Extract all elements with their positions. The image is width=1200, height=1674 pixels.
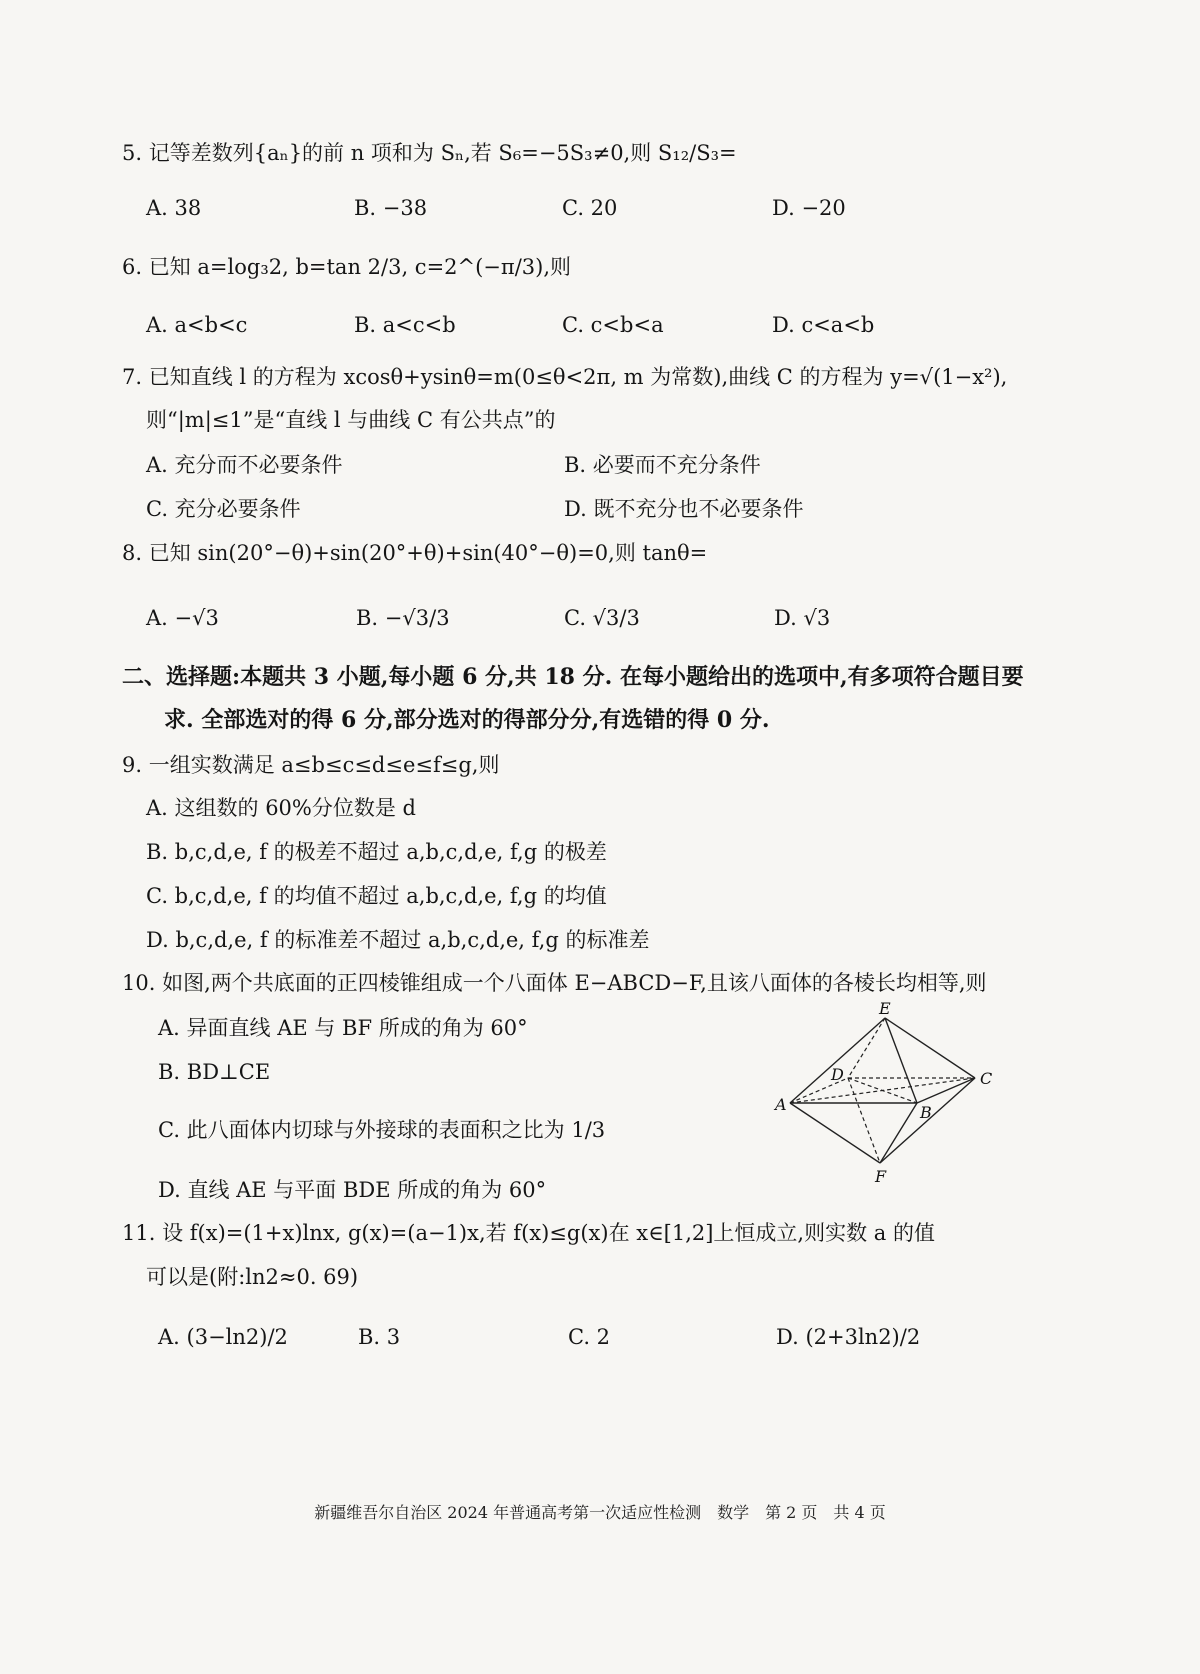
page-footer: 新疆维吾尔自治区 2024 年普通高考第一次适应性检测 数学 第 2 页 共 4 页 bbox=[314, 1503, 886, 1522]
q5-option-d: D. −20 bbox=[772, 196, 846, 220]
edge-ec bbox=[885, 1018, 975, 1078]
q11-option-b: B. 3 bbox=[358, 1325, 401, 1349]
edge-ed bbox=[848, 1018, 885, 1078]
q9-option-d: D. b,c,d,e, f 的标准差不超过 a,b,c,d,e, f,g 的标准差 bbox=[146, 928, 650, 952]
q9-option-a: A. 这组数的 60%分位数是 d bbox=[146, 796, 416, 820]
q11-option-d: D. (2+3ln2)/2 bbox=[776, 1325, 921, 1349]
q5-option-a: A. 38 bbox=[146, 196, 202, 220]
q7-option-b: B. 必要而不充分条件 bbox=[564, 453, 761, 477]
q8-option-c: C. √3/3 bbox=[564, 606, 640, 630]
q6-option-a: A. a<b<c bbox=[146, 313, 248, 337]
section-2-header-line-1: 二、选择题:本题共 3 小题,每小题 6 分,共 18 分. 在每小题给出的选项中,有多项符合题目要 bbox=[122, 664, 1024, 690]
q10-option-c: C. 此八面体内切球与外接球的表面积之比为 1/3 bbox=[158, 1118, 606, 1142]
q5-option-c: C. 20 bbox=[562, 196, 618, 220]
section-2-header-line-2: 求. 全部选对的得 6 分,部分选对的得部分分,有选错的得 0 分. bbox=[164, 707, 770, 733]
label-b: B bbox=[920, 1103, 932, 1122]
label-e: E bbox=[879, 999, 891, 1018]
q11-option-c: C. 2 bbox=[568, 1325, 611, 1349]
q10-option-d: D. 直线 AE 与平面 BDE 所成的角为 60° bbox=[158, 1178, 547, 1202]
q11-option-a: A. (3−ln2)/2 bbox=[158, 1325, 288, 1349]
q6-option-d: D. c<a<b bbox=[772, 313, 875, 337]
q7-option-a: A. 充分而不必要条件 bbox=[146, 453, 343, 477]
q8-option-d: D. √3 bbox=[774, 606, 831, 630]
q6-option-c: C. c<b<a bbox=[562, 313, 664, 337]
q7-option-c: C. 充分必要条件 bbox=[146, 497, 301, 521]
label-d: D bbox=[831, 1065, 844, 1084]
question-10: 10. 如图,两个共底面的正四棱锥组成一个八面体 E−ABCD−F,且该八面体的各棱长均相等,则 bbox=[122, 971, 987, 995]
question-7-line-2: 则“|m|≤1”是“直线 l 与曲线 C 有公共点”的 bbox=[146, 408, 556, 432]
octahedron-figure bbox=[775, 1000, 1005, 1190]
question-6: 6. 已知 a=log₃2, b=tan 2/3, c=2^(−π/3),则 bbox=[122, 255, 572, 279]
q8-option-b: B. −√3/3 bbox=[356, 606, 450, 630]
edge-eb bbox=[885, 1018, 917, 1103]
question-5: 5. 记等差数列{aₙ}的前 n 项和为 Sₙ,若 S₆=−5S₃≠0,则 S₁₂/S₃= bbox=[122, 141, 737, 165]
question-11-line-2: 可以是(附:ln2≈0. 69) bbox=[146, 1265, 359, 1289]
edge-df bbox=[848, 1078, 880, 1163]
question-9: 9. 一组实数满足 a≤b≤c≤d≤e≤f≤g,则 bbox=[122, 753, 500, 777]
edge-af bbox=[790, 1103, 880, 1163]
q10-option-a: A. 异面直线 AE 与 BF 所成的角为 60° bbox=[158, 1016, 528, 1040]
q8-option-a: A. −√3 bbox=[146, 606, 219, 630]
edge-ea bbox=[790, 1018, 885, 1103]
q9-option-c: C. b,c,d,e, f 的均值不超过 a,b,c,d,e, f,g 的均值 bbox=[146, 884, 607, 908]
edge-bf bbox=[880, 1103, 917, 1163]
label-a: A bbox=[775, 1095, 787, 1114]
q7-option-d: D. 既不充分也不必要条件 bbox=[564, 497, 804, 521]
question-11: 11. 设 f(x)=(1+x)lnx, g(x)=(a−1)x,若 f(x)≤g(x)在 x∈[1,2]上恒成立,则实数 a 的值 bbox=[122, 1221, 935, 1245]
question-7: 7. 已知直线 l 的方程为 xcosθ+ysinθ=m(0≤θ<2π, m 为常数),曲线 C 的方程为 y=√(1−x²), bbox=[122, 365, 1008, 389]
label-c: C bbox=[980, 1069, 993, 1088]
question-8: 8. 已知 sin(20°−θ)+sin(20°+θ)+sin(40°−θ)=0,则 tanθ= bbox=[122, 541, 708, 565]
label-f: F bbox=[875, 1167, 887, 1186]
q10-option-b: B. BD⊥CE bbox=[158, 1060, 271, 1084]
q6-option-b: B. a<c<b bbox=[354, 313, 456, 337]
q5-option-b: B. −38 bbox=[354, 196, 428, 220]
q9-option-b: B. b,c,d,e, f 的极差不超过 a,b,c,d,e, f,g 的极差 bbox=[146, 840, 607, 864]
